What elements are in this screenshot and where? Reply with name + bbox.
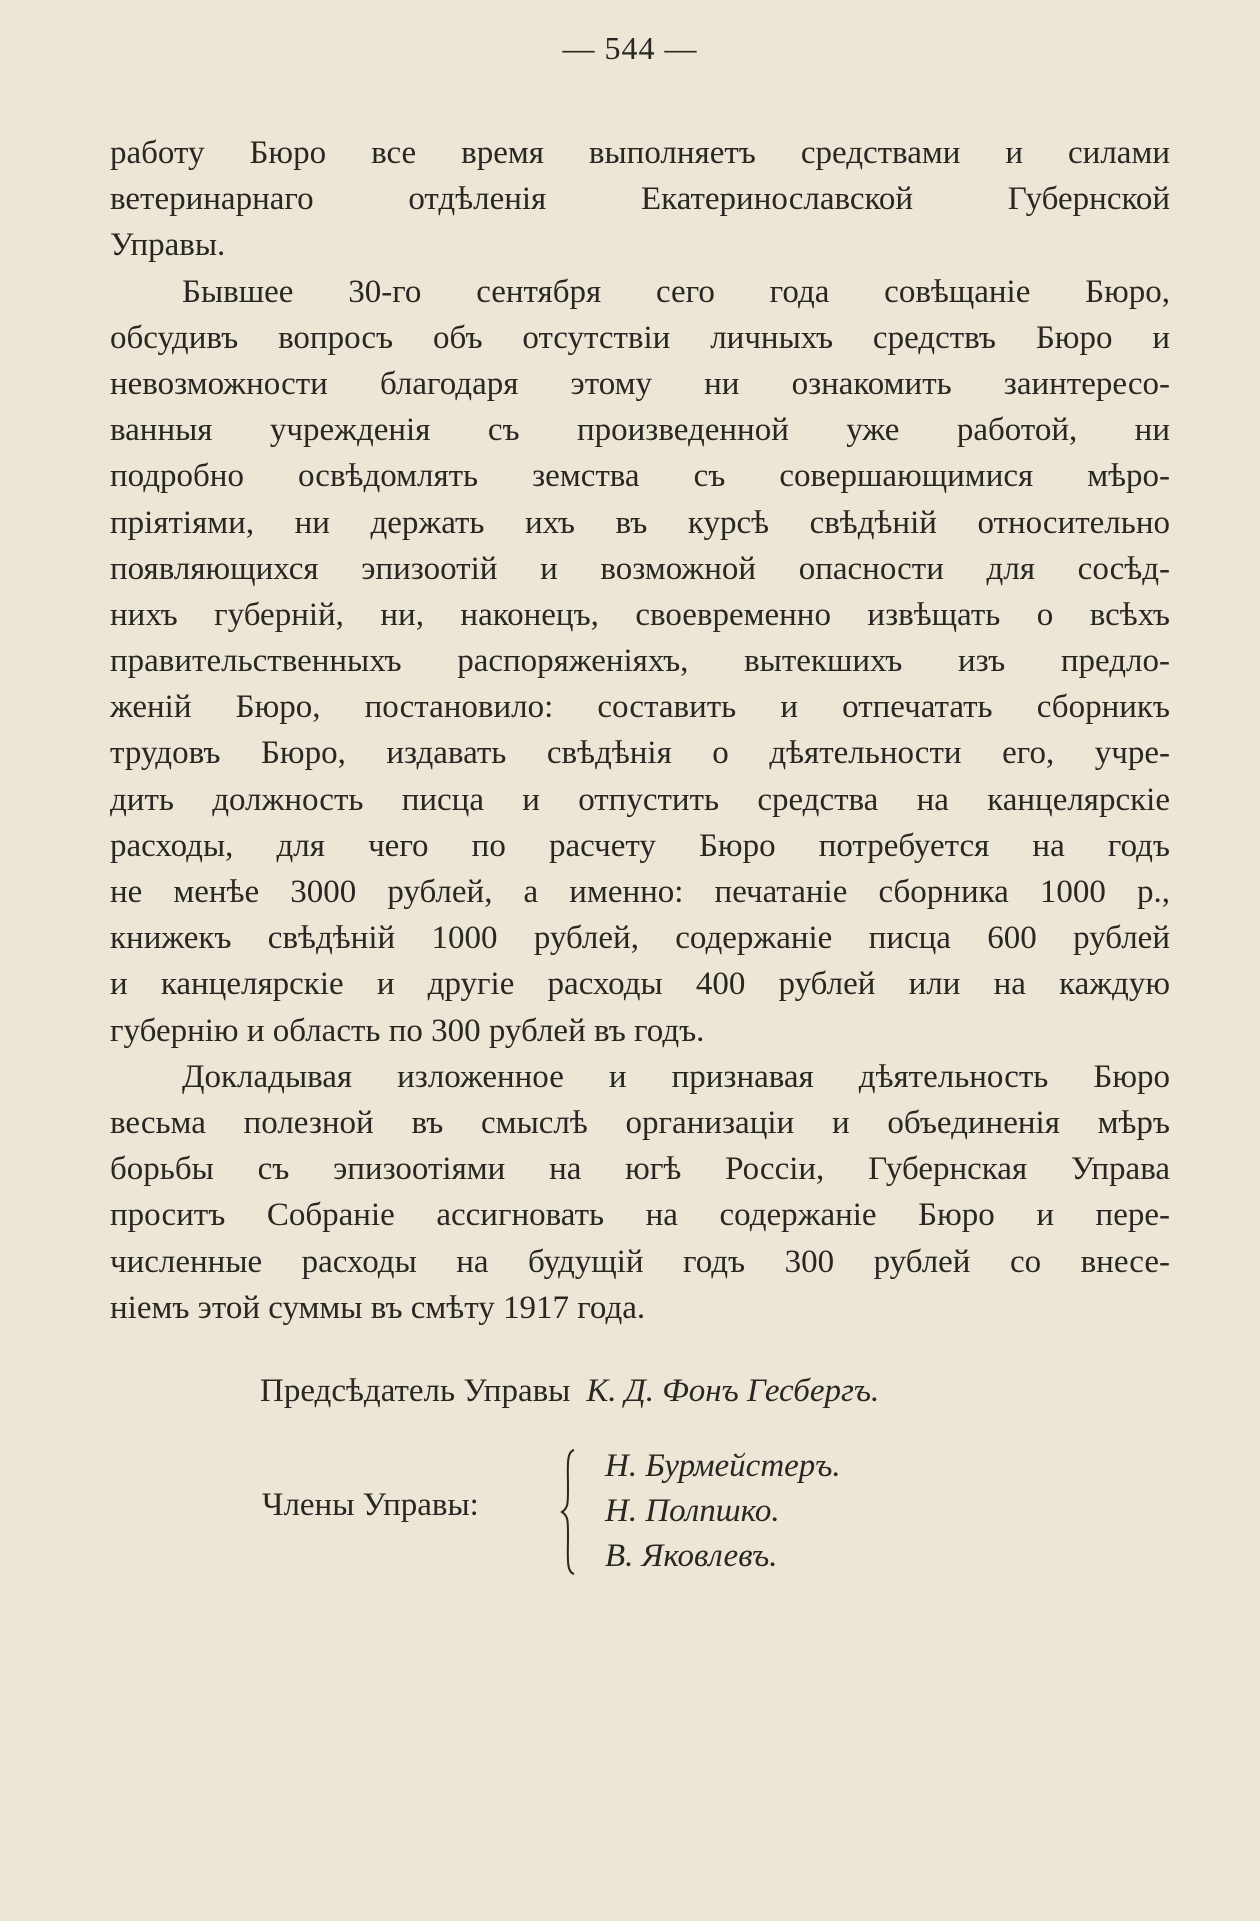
- members-label: Члены Управы:: [262, 1487, 479, 1523]
- text-line: работу Бюро все время выполняетъ средствами и силами: [110, 135, 1170, 171]
- text-line: ванныя учрежденія съ произведенной уже работой, ни: [110, 412, 1170, 449]
- curly-brace-icon: [560, 1448, 578, 1576]
- text-line: невозможности благодаря этому ни ознакомить заинтересо-: [110, 365, 1170, 402]
- text-line: расходы, для чего по расчету Бюро потребуется на годъ: [110, 827, 1170, 864]
- text-line: появляющихся эпизоотій и возможной опасности для сосѣд-: [110, 550, 1170, 587]
- text-line: не менѣе 3000 рублей, а именно: печатаніе сборника 1000 р.,: [110, 874, 1170, 910]
- chairman-signature: [260, 1373, 879, 1410]
- text-line: Управы.: [110, 227, 226, 264]
- member-name: Н. Бурмейстеръ.: [605, 1448, 841, 1484]
- text-line: ветеринарнаго отдѣленія Екатеринославской Губернской: [110, 181, 1170, 218]
- text-line: проситъ Собраніе ассигновать на содержаніе Бюро и пере-: [110, 1197, 1170, 1234]
- chairman-label: Предсѣдатель Управы: [260, 1373, 571, 1409]
- body-text: [110, 130, 1170, 1331]
- text-line: трудовъ Бюро, издавать свѣдѣнія о дѣятельности его, учре-: [110, 735, 1170, 772]
- text-line: обсудивъ вопросъ объ отсутствіи личныхъ средствъ Бюро и: [110, 319, 1170, 356]
- text-line: борьбы съ эпизоотіями на югѣ Россіи, Губернская Управа: [110, 1151, 1170, 1188]
- text-line: Докладывая изложенное и признавая дѣятельность Бюро: [182, 1058, 1170, 1095]
- text-line: весьма полезной въ смыслѣ организаціи и объединенія мѣръ: [110, 1104, 1170, 1141]
- text-line: подробно освѣдомлять земства съ совершающимися мѣро-: [110, 458, 1170, 495]
- text-line: и канцелярскіе и другіе расходы 400 рублей или на каждую: [110, 966, 1170, 1003]
- member-name: В. Яковлевъ.: [605, 1538, 778, 1574]
- page-number: — 544 —: [562, 30, 698, 66]
- text-line: книжекъ свѣдѣній 1000 рублей, содержаніе писца 600 рублей: [110, 920, 1170, 957]
- member-name: Н. Полпшко.: [605, 1493, 780, 1529]
- text-line: нихъ губерній, ни, наконецъ, своевременно извѣщать о всѣхъ: [110, 596, 1170, 633]
- text-line: Бывшее 30-го сентября сего года совѣщаніе Бюро,: [182, 273, 1170, 310]
- text-line: женій Бюро, постановило: составить и отпечатать сборникъ: [110, 689, 1170, 726]
- text-line: пріятіями, ни держать ихъ въ курсѣ свѣдѣній относительно: [110, 504, 1170, 541]
- text-line: губернію и область по 300 рублей въ годъ.: [110, 1012, 705, 1049]
- text-line: численные расходы на будущій годъ 300 рублей со внесе-: [110, 1243, 1170, 1280]
- chairman-name: К. Д. Фонъ Гесбергъ.: [586, 1373, 880, 1409]
- text-line: дить должность писца и отпустить средства на канцелярскіе: [110, 781, 1170, 818]
- text-line: правительственныхъ распоряженіяхъ, вытекшихъ изъ предло-: [110, 643, 1170, 680]
- text-line: ніемъ этой суммы въ смѣту 1917 года.: [110, 1289, 646, 1326]
